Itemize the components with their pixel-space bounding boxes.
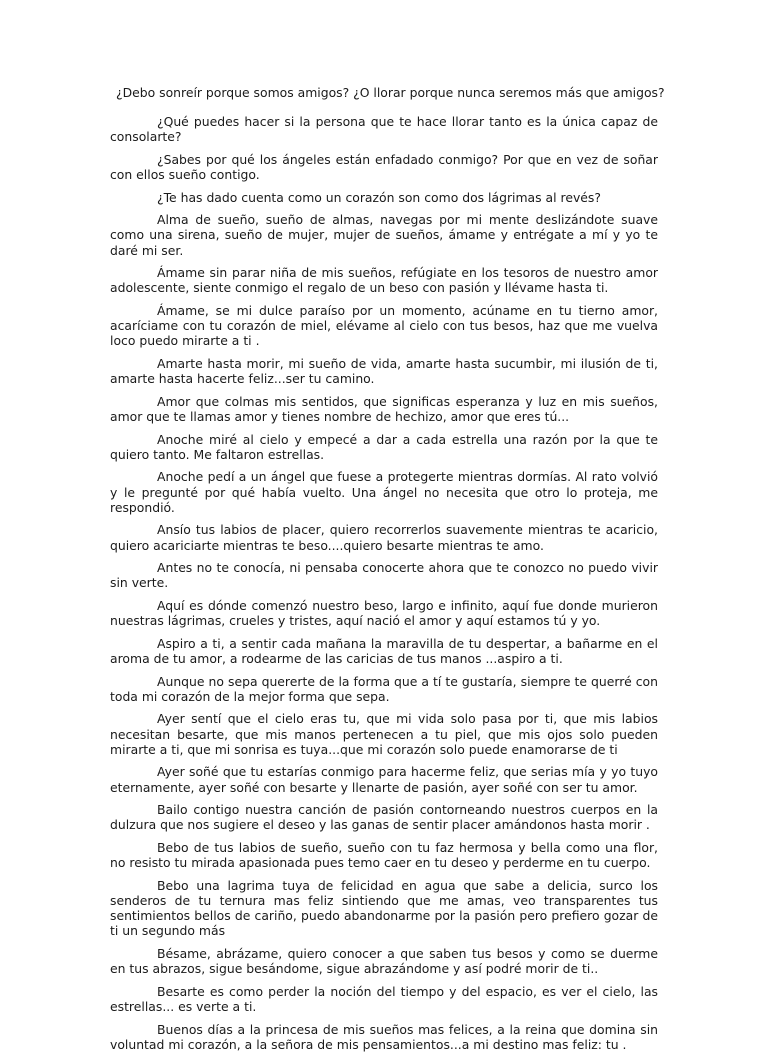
paragraph: Ayer soñé que tu estarías conmigo para hacerme feliz, que serias mía y yo tuyo eternamente, ayer soñé con besarte y llenarte de pasión, ayer soñé con ser tu amor. (110, 764, 658, 795)
paragraph: Aquí es dónde comenzó nuestro beso, largo e infinito, aquí fue donde murieron nuestras lágrimas, crueles y tristes, aquí nació el amor y aquí estamos tú y yo. (110, 597, 658, 629)
paragraph-list (110, 114, 658, 1052)
paragraph: Anoche miré al cielo y empecé a dar a cada estrella una razón por la que te quiero tanto. Me faltaron estrellas. (110, 431, 658, 462)
paragraph: Besarte es como perder la noción del tiempo y del espacio, es ver el cielo, las estrellas... es verte a ti. (110, 983, 658, 1014)
paragraph: Ayer sentí que el cielo eras tu, que mi vida solo pasa por ti, que mis labios necesitan besarte, que mis manos pertenecen a tu piel, que mis ojos solo pueden mirarte a ti, que mi sonrisa es tuya...que mi corazón solo puede enamorarse de ti (110, 711, 658, 757)
paragraph: ¿Qué puedes hacer si la persona que te hace llorar tanto es la única capaz de consolarte? (110, 114, 658, 145)
paragraph: Bebo una lagrima tuya de felicidad en agua que sabe a delicia, surco los senderos de tu ternura mas feliz sintiendo que me amas, veo transparentes tus sentimientos bellos de cariño, puedo abandonarme por la pasión pero prefiero gozar de ti un segundo más (110, 877, 658, 939)
paragraph: Alma de sueño, sueño de almas, navegas por mi mente deslizándote suave como una sirena, sueño de mujer, mujer de sueños, ámame y entrégate a mí y yo te daré mi ser. (110, 212, 658, 258)
paragraph: Antes no te conocía, ni pensaba conocerte ahora que te conozco no puedo vivir sin verte. (110, 560, 658, 591)
paragraph: Amarte hasta morir, mi sueño de vida, amarte hasta sucumbir, mi ilusión de ti, amarte hasta hacerte feliz...ser tu camino. (110, 355, 658, 387)
paragraph: Bebo de tus labios de sueño, sueño con tu faz hermosa y bella como una flor, no resisto tu mirada apasionada pues temo caer en tu deseo y perderme en tu cuerpo. (110, 839, 658, 871)
paragraph: ¿Sabes por qué los ángeles están enfadado conmigo? Por que en vez de soñar con ellos sueño contigo. (110, 151, 658, 182)
paragraph: Ámame, se mi dulce paraíso por un momento, acúname en tu tierno amor, acaríciame con tu corazón de miel, elévame al cielo con tus besos, haz que me vuelva loco puedo mirarte a ti . (110, 302, 658, 349)
paragraph: Bailo contigo nuestra canción de pasión contorneando nuestros cuerpos en la dulzura que nos sugiere el deseo y las ganas de sentir placer amándonos hasta morir . (110, 802, 658, 833)
paragraph: Ámame sin parar niña de mis sueños, refúgiate en los tesoros de nuestro amor adolescente, siente conmigo el regalo de un beso con pasión y llévame hasta ti. (110, 265, 658, 296)
document-title: ¿Debo sonreír porque somos amigos? ¿O llorar porque nunca seremos más que amigos? (116, 85, 665, 100)
paragraph: ¿Te has dado cuenta como un corazón son como dos lágrimas al revés? (157, 189, 601, 205)
paragraph: Anoche pedí a un ángel que fuese a protegerte mientras dormías. Al rato volvió y le pregunté por qué había vuelto. Una ángel no necesita que otro lo proteja, me respondió. (110, 469, 658, 515)
paragraph: Bésame, abrázame, quiero conocer a que saben tus besos y como se duerme en tus abrazos, sigue besándome, sigue abrazándome y así podré morir de ti.. (110, 945, 658, 977)
paragraph: Amor que colmas mis sentidos, que significas esperanza y luz en mis sueños, amor que te llamas amor y tienes nombre de hechizo, amor que eres tú... (110, 393, 658, 424)
paragraph: Aspiro a ti, a sentir cada mañana la maravilla de tu despertar, a bañarme en el aroma de tu amor, a rodearme de las caricias de tus manos ...aspiro a ti. (110, 635, 658, 666)
paragraph: Aunque no sepa quererte de la forma que a tí te gustaría, siempre te querré con toda mi corazón de la mejor forma que sepa. (110, 673, 658, 704)
paragraph: Ansío tus labios de placer, quiero recorrerlos suavemente mientras te acaricio, quiero acariciarte mientras te beso....quiero besarte mientras te amo. (110, 522, 658, 553)
paragraph: Buenos días a la princesa de mis sueños mas felices, a la reina que domina sin voluntad mi corazón, a la señora de mis pensamientos...a mi destino mas feliz: tu . (110, 1021, 658, 1052)
